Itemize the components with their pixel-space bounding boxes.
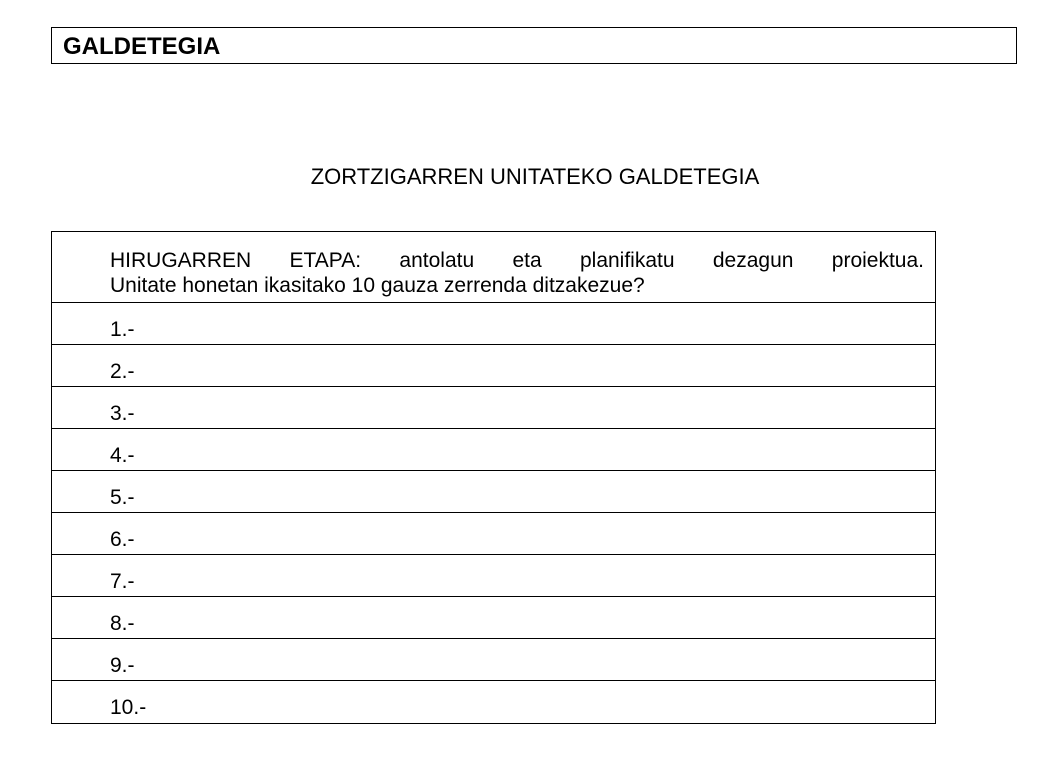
answer-label: 2.-	[110, 360, 135, 383]
questionnaire-subtitle: ZORTZIGARREN UNITATEKO GALDETEGIA	[310, 164, 760, 189]
answer-label: 7.-	[110, 570, 135, 593]
answer-row-3[interactable]	[52, 387, 935, 429]
answer-label: 6.-	[110, 528, 135, 551]
answer-label: 8.-	[110, 612, 135, 635]
page-title: GALDETEGIA	[63, 33, 221, 60]
answer-row-5[interactable]	[52, 471, 935, 513]
prompt-text-line2: Unitate honetan ikasitako 10 gauza zerrenda ditzakezue?	[110, 274, 645, 297]
answer-row-6[interactable]	[52, 513, 935, 555]
prompt-text-line1: HIRUGARREN ETAPA: antolatu eta planifikatu dezagun proiektua.	[110, 249, 924, 272]
answer-label: 1.-	[110, 318, 135, 341]
prompt-row	[52, 232, 935, 303]
header-box	[51, 27, 1017, 64]
answer-row-7[interactable]	[52, 555, 935, 597]
answer-label: 3.-	[110, 402, 135, 425]
answer-row-1[interactable]	[52, 303, 935, 345]
questionnaire-table	[51, 231, 936, 724]
answer-row-8[interactable]	[52, 597, 935, 639]
answer-row-4[interactable]	[52, 429, 935, 471]
answer-label: 5.-	[110, 486, 135, 509]
answer-row-10[interactable]	[52, 681, 935, 723]
answer-label: 9.-	[110, 654, 135, 677]
answer-label: 4.-	[110, 444, 135, 467]
answer-row-9[interactable]	[52, 639, 935, 681]
answer-row-2[interactable]	[52, 345, 935, 387]
answer-label: 10.-	[110, 696, 147, 719]
